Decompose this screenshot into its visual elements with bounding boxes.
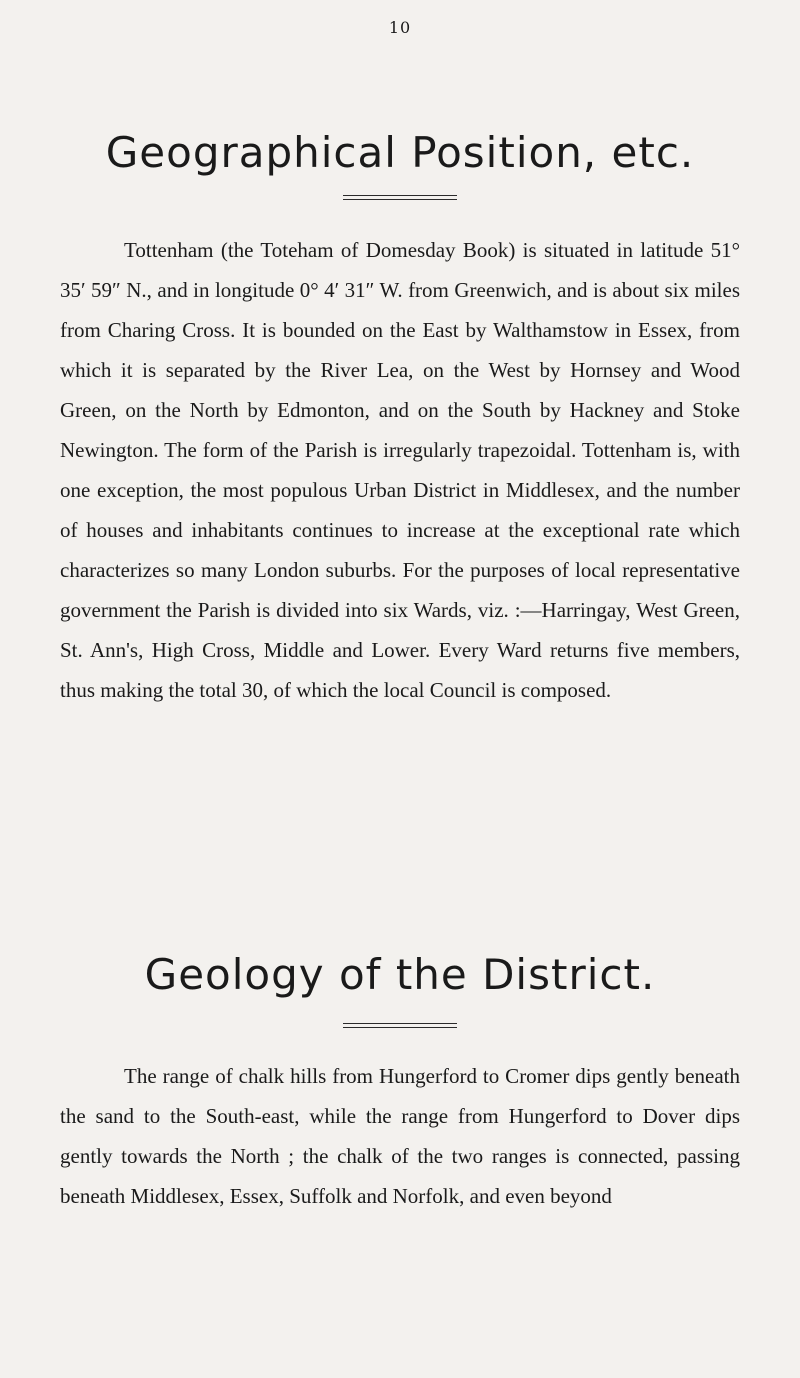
heading-divider-bottom [343, 199, 457, 200]
heading-divider-top [343, 1023, 457, 1024]
section-heading-geographical-position: Geographical Position, etc. [105, 128, 695, 177]
page-number: 10 [388, 18, 412, 37]
heading-divider-bottom [343, 1027, 457, 1028]
geographical-position-paragraph: Tottenham (the Toteham of Domesday Book) is situated in latitude 51° 35′ 59″ N., and in longitude 0° 4′ 31″ W. from Greenwich, and is about six miles from Charing Cross. It is bounded on the East by Walthamstow in Essex, from which it is separated by the River Lea, on the West by Hornsey and Wood Green, on the North by Edmonton, and on the South by Hackney and Stoke Newington. The form of the Parish is irregularly trapezoidal. Tottenham is, with one exception, the most populous Urban District in Middlesex, and the number of houses and inhabitants continues to increase at the exceptional rate which characterizes so many London suburbs. For the purposes of local representative government the Parish is divided into six Wards, viz. :—Harringay, West Green, St. Ann's, High Cross, Middle and Lower. Every Ward returns five members, thus making the total 30, of which the local Council is composed. [60, 238, 740, 702]
heading-divider-top [343, 195, 457, 196]
section-heading-geology: Geology of the District. [144, 950, 656, 999]
geology-paragraph: The range of chalk hills from Hungerford to Cromer dips gently beneath the sand to the South-east, while the range from Hungerford to Dover dips gently towards the North ; the chalk of the two ranges is connected, passing beneath Middlesex, Essex, Suffolk and Norfolk, and even beyond [60, 1064, 740, 1208]
